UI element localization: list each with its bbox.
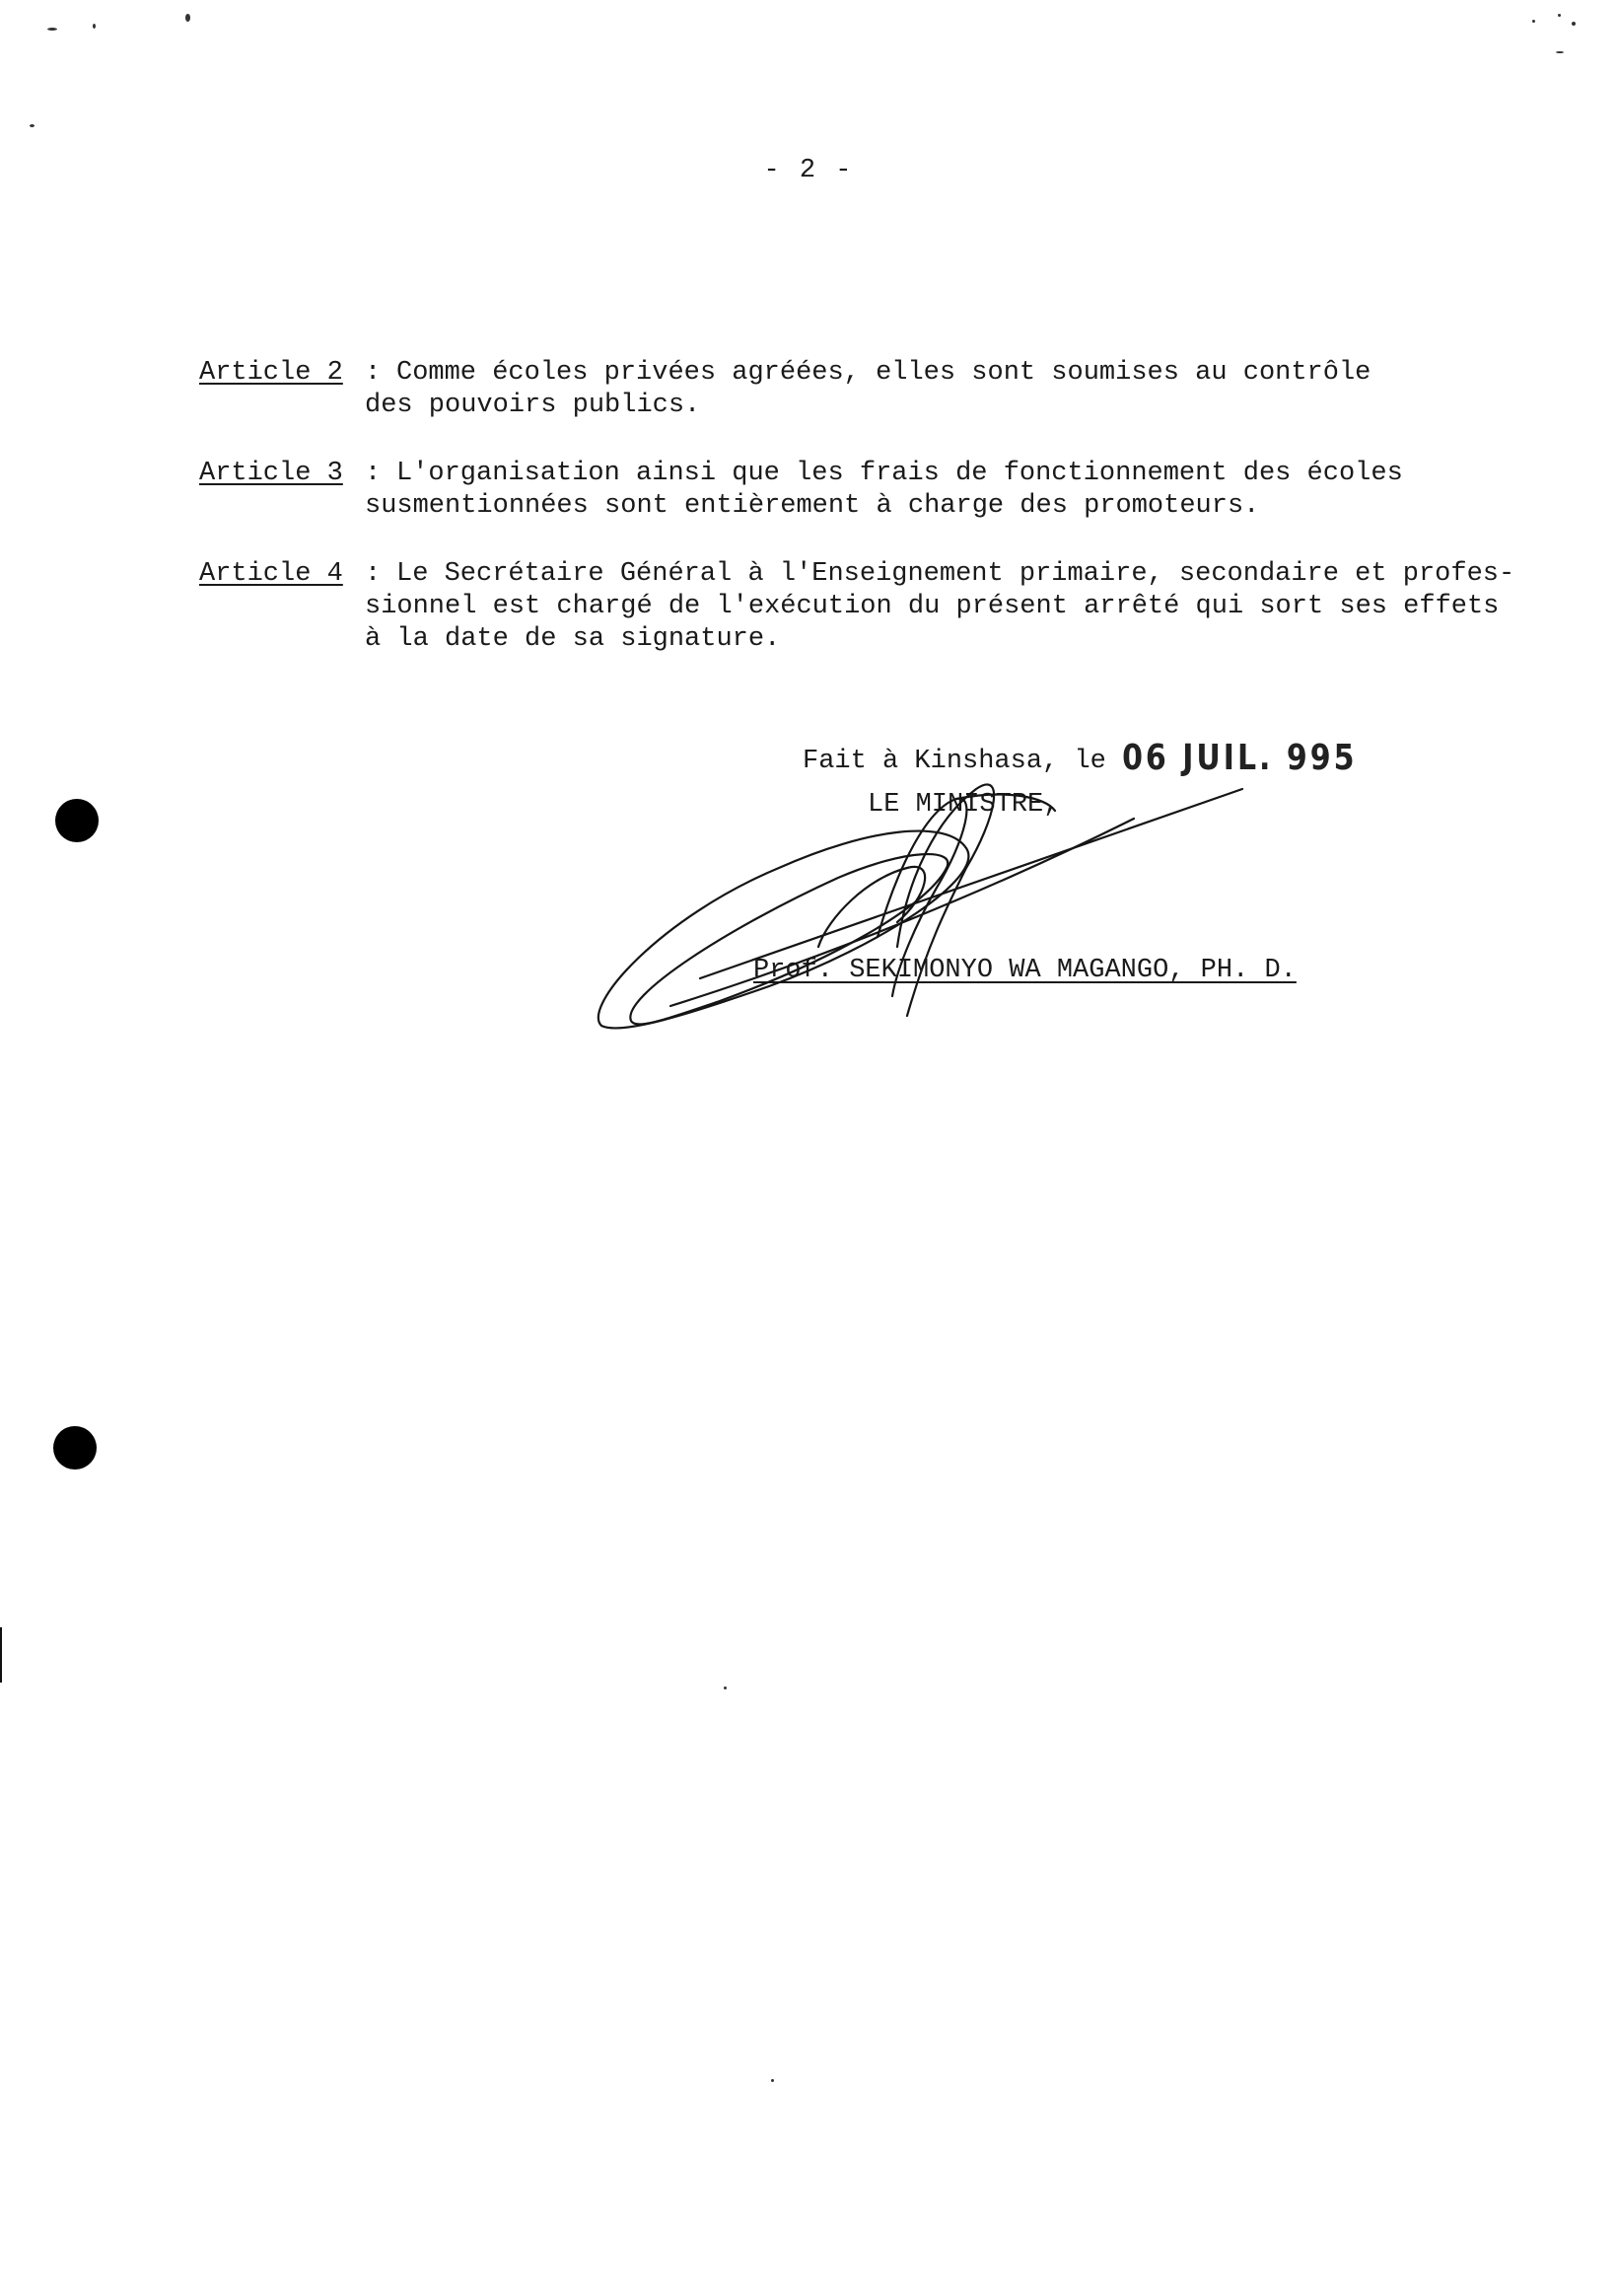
scan-speck <box>30 124 35 127</box>
minister-title: LE MINISTRE, <box>868 790 1060 820</box>
stamped-date: 06 JUIL. 995 <box>1122 737 1358 779</box>
article-body <box>365 458 1617 523</box>
article-3 <box>199 458 1560 527</box>
scan-speck <box>1572 22 1576 26</box>
scan-speck <box>724 1686 727 1689</box>
article-text-line: susmentionnées sont entièrement à charge des promoteurs. <box>365 491 1260 521</box>
article-text-line: des pouvoirs publics. <box>365 391 701 420</box>
article-body <box>365 558 1617 656</box>
article-text-line: à la date de sa signature. <box>365 624 781 654</box>
punch-hole-icon <box>55 799 99 842</box>
article-label: Article 4 <box>199 559 343 589</box>
article-separator: : <box>365 358 382 388</box>
scan-speck <box>1532 20 1535 23</box>
punch-hole-icon <box>53 1426 97 1470</box>
article-label: Article 2 <box>199 358 343 388</box>
article-label: Article 3 <box>199 459 343 488</box>
scan-speck <box>93 24 96 29</box>
article-4 <box>199 558 1560 661</box>
signatory-name: Prof. SEKIMONYO WA MAGANGO, PH. D. <box>753 956 1297 985</box>
scan-edge-mark <box>0 1627 2 1683</box>
scan-speck <box>185 14 190 22</box>
article-body <box>365 357 1617 422</box>
handwritten-signature-icon <box>582 759 1272 1055</box>
article-separator: : <box>365 459 382 488</box>
article-text-line: Comme écoles privées agréées, elles sont soumises au contrôle <box>396 358 1371 388</box>
scan-speck <box>1556 51 1564 53</box>
page-number: - 2 - <box>763 156 854 185</box>
scan-speck <box>47 28 57 31</box>
article-text-line: sionnel est chargé de l'exécution du présent arrêté qui sort ses effets <box>365 592 1500 621</box>
article-text-line: L'organisation ainsi que les frais de fonctionnement des écoles <box>396 459 1403 488</box>
article-2 <box>199 357 1560 426</box>
scan-speck <box>1558 14 1561 17</box>
scan-speck <box>771 2079 774 2082</box>
article-separator: : <box>365 559 382 589</box>
article-text-line: Le Secrétaire Général à l'Enseignement primaire, secondaire et profes- <box>396 559 1515 589</box>
place-prefix: Fait à Kinshasa, le <box>803 747 1123 776</box>
